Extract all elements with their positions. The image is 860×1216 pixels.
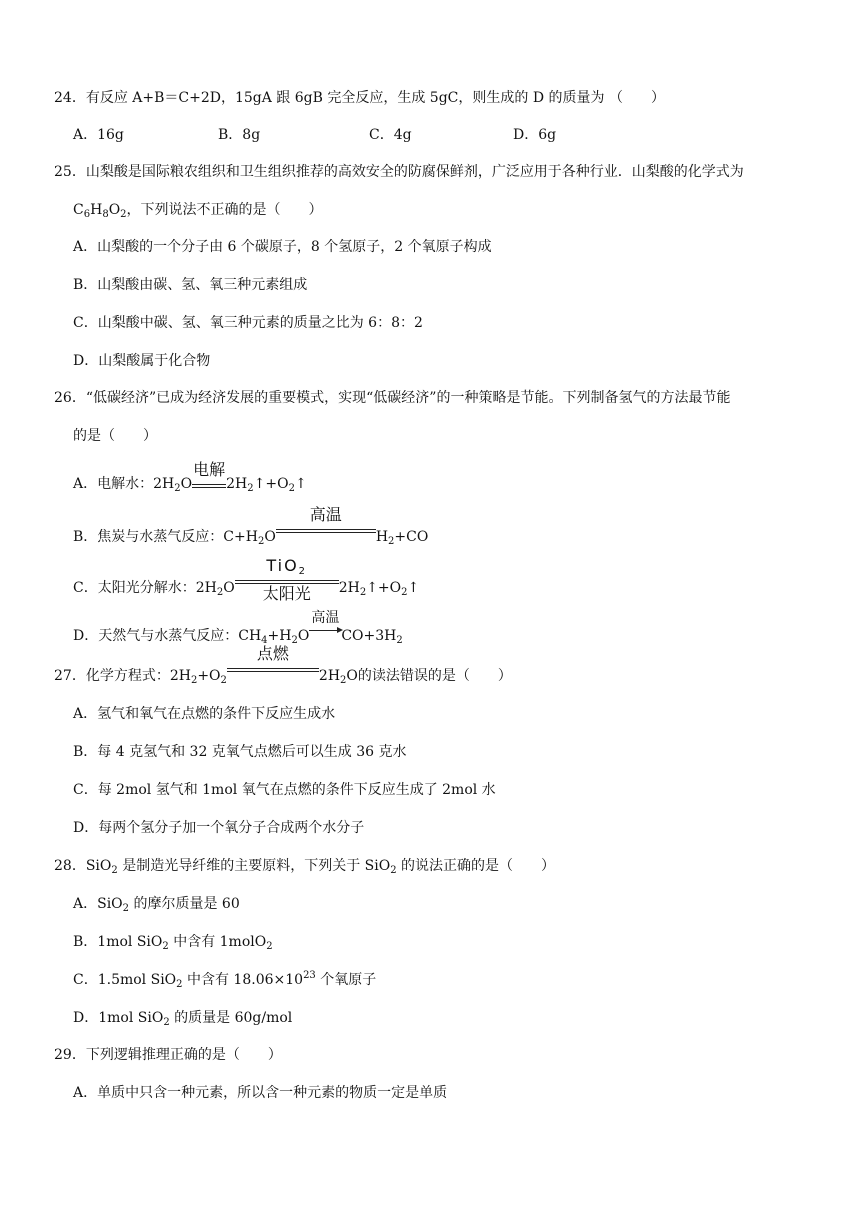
- question-25-stem-cont: $C_6H_8O_2$，下列说法不正确的是（ ）: [73, 202, 323, 220]
- question-25-stem: 25．山梨酸是国际粮农组织和卫生组织推荐的高效安全的防腐保鲜剂，广泛应用于各种行业．山梨酸的化学式为: [54, 164, 744, 180]
- question-27-stem: 27．化学方程式：$2H_2+O_2$ 点燃 $2H_2O$的读法错误的是（ ）: [54, 644, 512, 686]
- q26-option-c: C．太阳光分解水：$2H_2O$ TiO$_2$ 太阳光 $2H_2↑+O_2↑$: [73, 556, 420, 603]
- q27-option-b: B．每 4 克氢气和 32 克氧气点燃后可以生成 36 克水: [73, 744, 407, 760]
- q28-option-b: B．1mol SiO$_2$ 中含有 1molO$_2$: [73, 934, 273, 952]
- q24-option-b: B．8g: [218, 127, 261, 143]
- condition-electrolysis: 电解: [192, 468, 226, 488]
- q25-option-a: A．山梨酸的一个分子由 6 个碳原子，8 个氢原子，2 个氧原子构成: [73, 239, 492, 255]
- question-24-stem: 24．有反应 A+B＝C+2D，15gA 跟 6gB 完全反应，生成 5gC，则生成的 D 的质量为 （ ）: [54, 90, 665, 106]
- question-29-stem: 29．下列逻辑推理正确的是（ ）: [54, 1047, 282, 1063]
- q24-option-a: A．16g: [73, 127, 124, 143]
- condition-high-temp: 高温: [276, 521, 376, 541]
- q25-option-c: C．山梨酸中碳、氢、氧三种元素的质量之比为 6：8：2: [73, 315, 423, 331]
- q25-option-b: B．山梨酸由碳、氢、氧三种元素组成: [73, 277, 308, 293]
- condition-high-temp-arrow: 高温: [309, 620, 341, 640]
- q29-option-a: A．单质中只含一种元素，所以含一种元素的物质一定是单质: [73, 1085, 448, 1101]
- q28-option-c: C．1.5mol SiO$_2$ 中含有 $18.06\times 10^{23}$ 个氧原子: [73, 970, 377, 990]
- question-28-stem: 28．SiO$_2$ 是制造光导纤维的主要原料，下列关于 SiO$_2$ 的说法正确的是（ ）: [54, 858, 556, 876]
- question-26-stem-cont: 的是（ ）: [73, 428, 157, 444]
- question-26-stem: 26．“低碳经济”已成为经济发展的重要模式，实现“低碳经济”的一种策略是节能。下列制备氢气的方法最节能: [54, 390, 731, 406]
- q25-option-d: D．山梨酸属于化合物: [73, 353, 211, 369]
- q27-option-d: D．每两个氢分子加一个氧分子合成两个水分子: [73, 820, 365, 836]
- q27-option-c: C．每 2mol 氢气和 1mol 氧气在点燃的条件下反应生成了 2mol 水: [73, 782, 496, 798]
- q28-option-d: D．1mol SiO$_2$ 的质量是 60g/mol: [73, 1010, 293, 1028]
- q27-option-a: A．氢气和氧气在点燃的条件下反应生成水: [73, 706, 336, 722]
- q24-option-c: C．4g: [369, 127, 412, 143]
- q26-option-d: D．天然气与水蒸气反应：$CH_4+H_2O$ 高温 $CO+3H_2$: [73, 610, 403, 646]
- q26-option-b: B．焦炭与水蒸气反应：$C+H_2O$ 高温 $H_2+CO$: [73, 505, 429, 547]
- condition-ignite: 点燃: [227, 660, 319, 680]
- q26-option-a: A．电解水：$2H_2O$ 电解 $2H_2↑+O_2↑$: [73, 460, 307, 494]
- q24-option-d: D．6g: [513, 127, 557, 143]
- q28-option-a: A．SiO$_2$ 的摩尔质量是 60: [73, 896, 240, 914]
- condition-tio2-sunlight: TiO$_2$ 太阳光: [235, 572, 339, 592]
